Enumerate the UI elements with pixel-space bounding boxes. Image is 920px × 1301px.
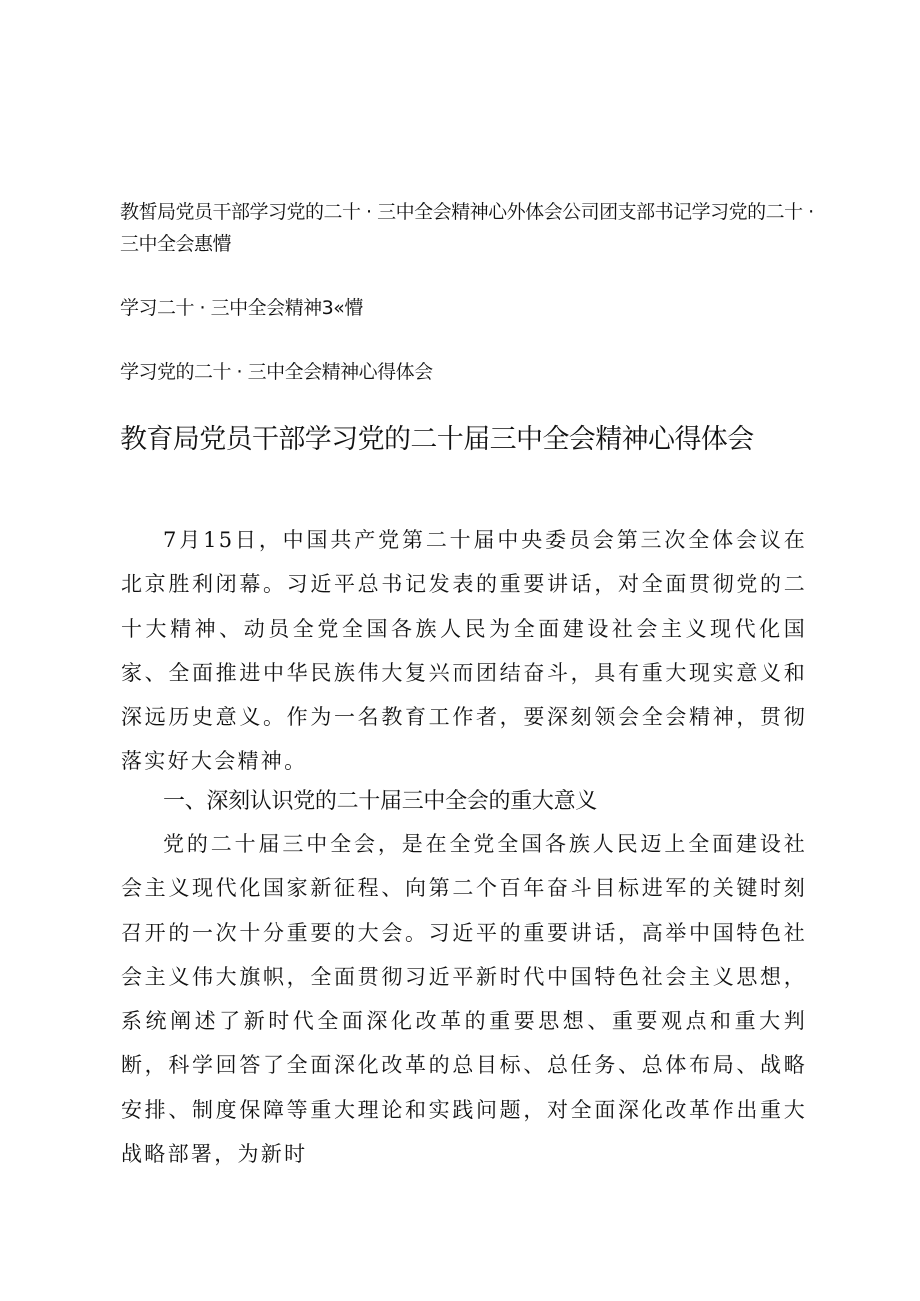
document-title: 教育局党员干部学习党的二十届三中全会精神心得体会 — [120, 424, 754, 455]
section-heading-1: 一、深刻认识党的二十届三中全会的重大意义 — [163, 789, 598, 814]
toc-line-1: 教皙局党员干部学习党的二十 · 三中全会精神心外体会公司团支部书记学习党的二十 · 三中全会惠懵 — [120, 201, 814, 255]
toc-line-2: 学习二十 · 三中全会精神3«懵 — [120, 297, 363, 319]
body-paragraph-section-1: 党的二十届三中全会，是在全党全国各族人民迈上全面建设社会主义现代化国家新征程、向第二个百年奋斗目标进军的关键时刻召开的一次十分重要的大会。习近平的重要讲话，高举中国特色社会主义伟大旗帜，全面贯彻习近平新时代中国特色社会主义思想，系统阐述了新时代全面深化改革的重要思想、重要观点和重大判断，科学回答了全面深化改革的总目标、总任务、总体布局、战略安排、制度保障等重大理论和实践问题，对全面深化改革作出重大战略部署，为新时 — [121, 832, 807, 1167]
toc-line-3: 学习党的二十 · 三中全会精神心得体会 — [120, 361, 433, 383]
body-paragraph-intro: 7月15日，中国共产党第二十届中央委员会第三次全体会议在北京胜利闭幕。习近平总书记发表的重要讲话，对全面贯彻党的二十大精神、动员全党全国各族人民为全面建设社会主义现代化国家、全面推进中华民族伟大复兴而团结奋斗，具有重大现实意义和深远历史意义。作为一名教育工作者，要深刻领会全会精神，贯彻落实好大会精神。 — [121, 528, 807, 774]
